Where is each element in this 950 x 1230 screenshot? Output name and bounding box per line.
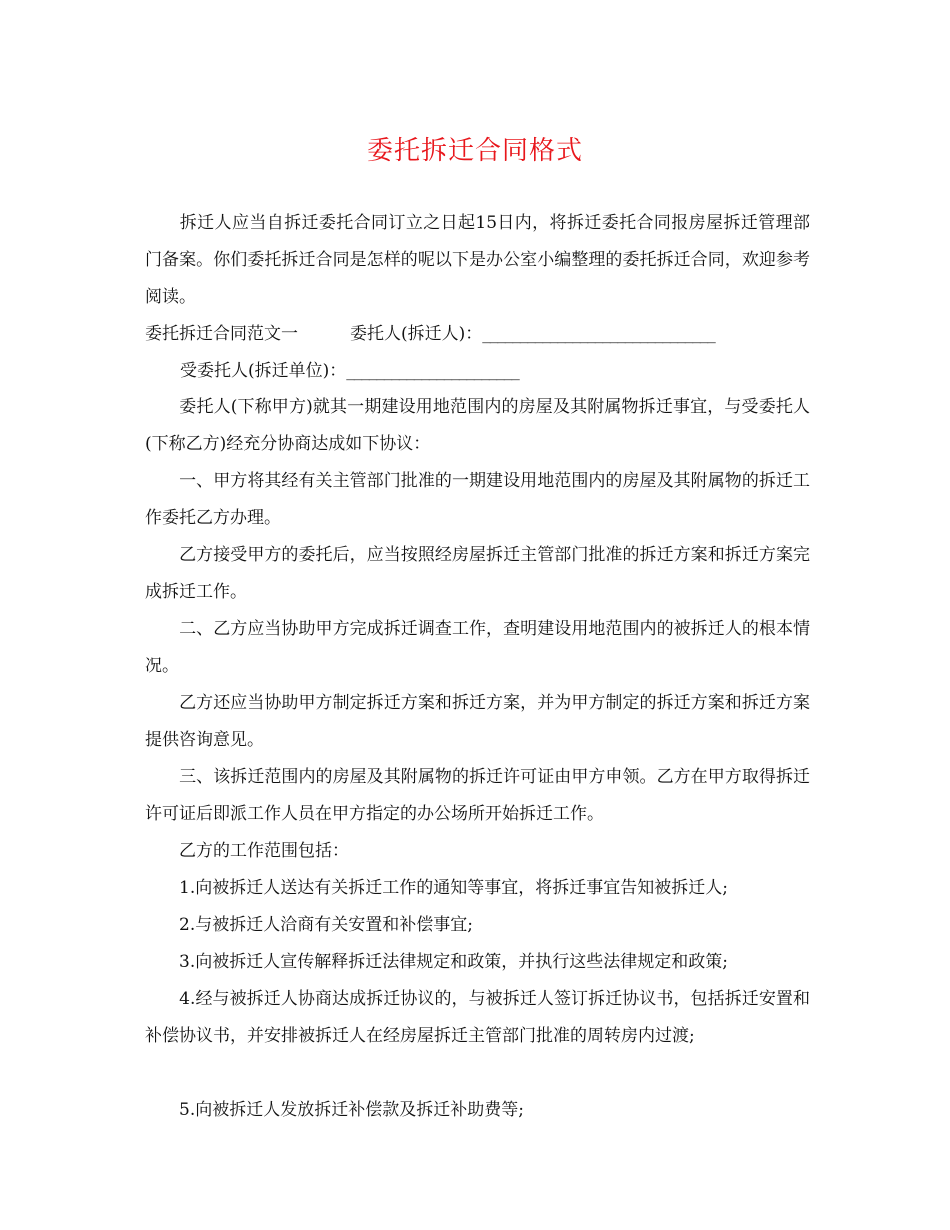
agent-blank: _______________________ <box>346 361 519 381</box>
clause-paragraph: 三、该拆迁范围内的房屋及其附属物的拆迁许可证由甲方申领。乙方在甲方取得拆迁许可证后即派工作人员在甲方指定的办公场所开始拆迁工作。 <box>145 767 810 824</box>
body-paragraph: 乙方的工作范围包括： <box>145 841 349 861</box>
clause-paragraph: 二、乙方应当协助甲方完成拆迁调查工作，查明建设用地范围内的被拆迁人的根本情况。 <box>145 619 810 676</box>
clause-paragraph: 一、甲方将其经有关主管部门批准的一期建设用地范围内的房屋及其附属物的拆迁工作委托乙方办理。 <box>145 471 810 528</box>
document-title: 委托拆迁合同格式 <box>366 136 583 166</box>
agent-label: 受委托人(拆迁单位)： <box>180 361 347 381</box>
list-item: 1.向被拆迁人送达有关拆迁工作的通知等事宜，将拆迁事宜告知被拆迁人; <box>145 878 728 898</box>
principal-label: 委托人(拆迁人)： <box>350 324 483 344</box>
list-item: 3.向被拆迁人宣传解释拆迁法律规定和政策，并执行这些法律规定和政策; <box>145 952 728 972</box>
intro-paragraph: 拆迁人应当自拆迁委托合同订立之日起15日内，将拆迁委托合同报房屋拆迁管理部门备案。你们委托拆迁合同是怎样的呢以下是办公室小编整理的委托拆迁合同，欢迎参考阅读。 <box>145 213 810 307</box>
body-paragraph: 乙方接受甲方的委托后，应当按照经房屋拆迁主管部门批准的拆迁方案和拆迁方案完成拆迁工作。 <box>145 545 810 602</box>
body-paragraph: 乙方还应当协助甲方制定拆迁方案和拆迁方案，并为甲方制定的拆迁方案和拆迁方案提供咨询意见。 <box>145 693 810 750</box>
list-item: 2.与被拆迁人洽商有关安置和补偿事宜; <box>145 915 473 935</box>
body-paragraph: 委托人(下称甲方)就其一期建设用地范围内的房屋及其附属物拆迁事宜，与受委托人(下称乙方)经充分协商达成如下协议： <box>145 397 810 454</box>
agent-field <box>180 353 519 390</box>
list-item: 4.经与被拆迁人协商达成拆迁协议的，与被拆迁人签订拆迁协议书，包括拆迁安置和补偿协议书，并安排被拆迁人在经房屋拆迁主管部门批准的周转房内过渡; <box>145 989 810 1046</box>
principal-blank: _______________________________ <box>482 324 715 344</box>
list-item: 5.向被拆迁人发放拆迁补偿款及拆迁补助费等; <box>145 1100 524 1120</box>
principal-field <box>350 316 715 353</box>
sample-label: 委托拆迁合同范文一 <box>145 324 298 344</box>
